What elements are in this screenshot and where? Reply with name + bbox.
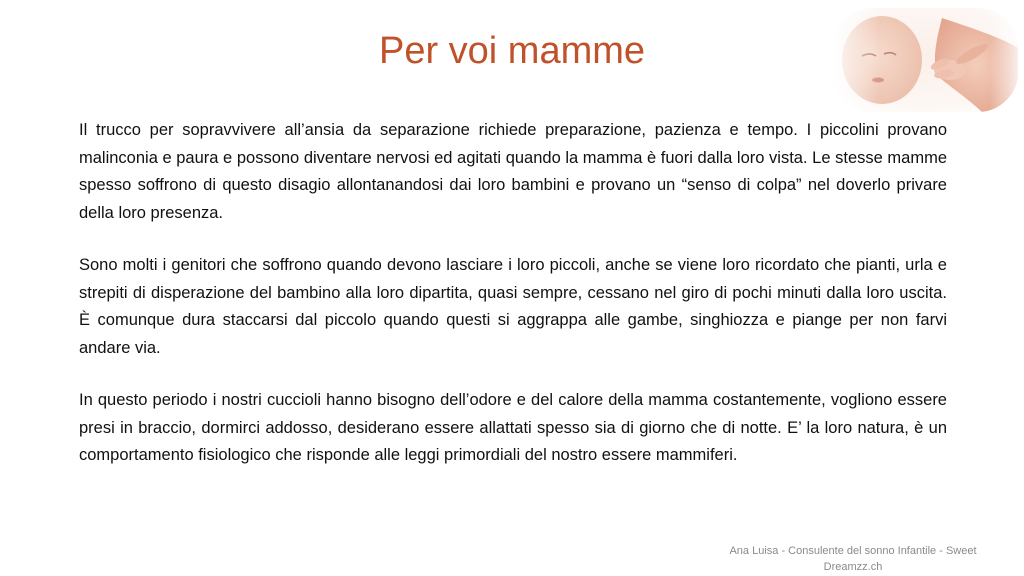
baby-hand-photo bbox=[832, 8, 1018, 112]
body-text bbox=[79, 117, 947, 495]
footer-credit: Ana Luisa - Consulente del sonno Infantile - Sweet Dreamzz.ch bbox=[729, 545, 977, 573]
paragraph: In questo periodo i nostri cuccioli hanno bisogno dell’odore e del calore della mamma costantemente, vogliono essere presi in braccio, dormirci addosso, desiderano essere allattati spesso sia di giorno che di notte. E’ la loro natura, è un comportamento fisiologico che risponde alle leggi primordiali del nostro essere mammiferi. bbox=[79, 391, 947, 464]
paragraph: Sono molti i genitori che soffrono quando devono lasciare i loro piccoli, anche se viene loro ricordato che pianti, urla e strepiti di disperazione del bambino alla loro dipartita, quasi sempre, cessano nel giro di pochi minuti dalla loro uscita. È comunque dura staccarsi dal piccolo quando questi si aggrappa alle gambe, singhiozza e piange per non farvi andare via. bbox=[79, 256, 947, 357]
slide-title: Per voi mamme bbox=[378, 30, 646, 72]
paragraph: Il trucco per sopravvivere all’ansia da separazione richiede preparazione, pazienza e tempo. I piccolini provano malinconia e paura e possono diventare nervosi ed agitati quando la mamma è fuori dalla loro vista. Le stesse mamme spesso soffrono di questo disagio allontanandosi dai loro bambini e provano un “senso di colpa” nel doverlo privare della loro presenza. bbox=[79, 121, 947, 222]
